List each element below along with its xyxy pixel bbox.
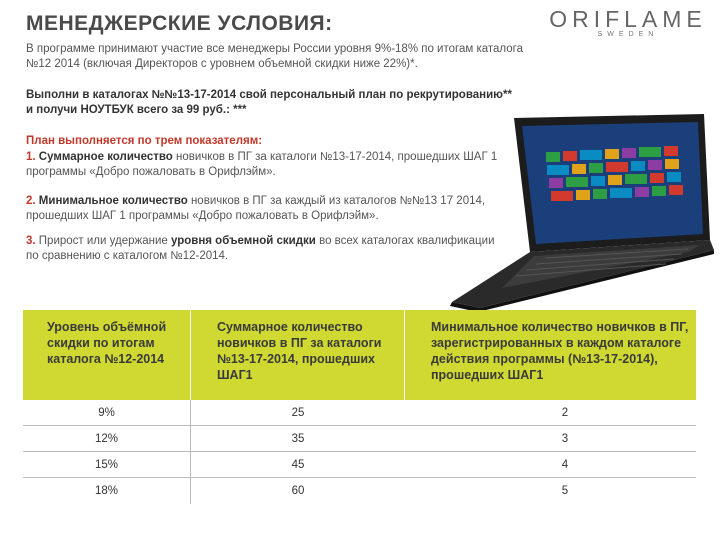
table-row — [23, 478, 696, 504]
item-3-pre: Прирост или удержание — [35, 235, 171, 247]
oriflame-logo — [548, 6, 708, 38]
item-2-rest: новичков в ПГ за каждый из каталогов №№13 17 2014, — [187, 195, 486, 207]
page-title: МЕНЕДЖЕРСКИЕ УСЛОВИЯ: — [26, 12, 333, 35]
plan-line-1: Выполни в каталогах №№13-17-2014 свой персональный план по рекрутированию** — [26, 89, 512, 101]
discount-cell: 9% — [23, 400, 191, 425]
item-1-line-2: программы «Добро пожаловать в Орифлэйм». — [26, 166, 276, 178]
item-2-bold: Минимальное количество — [38, 195, 188, 207]
item-1-rest: новичков в ПГ за каталоги №13-17-2014, прошедших ШАГ 1 — [172, 151, 498, 163]
item-2-line-2: прошедших ШАГ 1 программы «Добро пожаловать в Орифлэйм». — [26, 210, 379, 222]
item-3-line-2: по сравнению с каталогом №12-2014. — [26, 250, 229, 262]
intro-text — [26, 42, 526, 72]
criteria-heading: План выполняется по трем показателям: — [26, 135, 263, 147]
min-recruits-cell: 2 — [561, 406, 569, 419]
total-recruits-cell: 25 — [291, 406, 305, 419]
total-recruits-cell: 35 — [291, 432, 305, 445]
min-recruits-cell: 4 — [561, 458, 569, 471]
total-recruits-cell: 45 — [291, 458, 305, 471]
column-header-min-recruits: Минимальное количество новичков в ПГ, зарегистрированных в каждом каталоге действия программы (№13-17-2014), прошедших ШАГ1 — [431, 320, 689, 382]
laptop-image — [418, 112, 716, 312]
item-1-number: 1. — [26, 151, 36, 163]
discount-cell: 18% — [23, 478, 191, 504]
total-recruits-cell: 60 — [291, 485, 305, 497]
column-header-total-recruits: Суммарное количество новичков в ПГ за каталоги №13-17-2014, прошедших ШАГ1 — [191, 310, 405, 400]
intro-line-2: №12 2014 (включая Директоров с уровнем объемной скидки ниже 22%)*. — [26, 58, 418, 70]
discount-cell: 15% — [23, 452, 191, 477]
table-header — [23, 310, 696, 400]
intro-line-1: В программе принимают участие все менеджеры России уровня 9%-18% по итогам каталога — [26, 43, 523, 55]
plan-line-2: и получи НОУТБУК всего за 99 руб.: *** — [26, 104, 247, 116]
table-row — [23, 452, 696, 478]
min-recruits-cell: 5 — [561, 485, 569, 497]
item-3-bold: уровня объемной скидки — [170, 235, 316, 247]
item-3-rest: во всех каталогах квалификации — [315, 235, 495, 247]
min-recruits-cell: 3 — [561, 432, 569, 445]
column-header-discount: Уровень объёмной скидки по итогам каталога №12-2014 — [23, 310, 191, 400]
table-row — [23, 426, 696, 452]
item-1-bold: Суммарное количество — [38, 151, 173, 163]
discount-cell: 12% — [23, 426, 191, 451]
item-3-number: 3. — [26, 235, 36, 247]
logo-wordmark: ORIFLAME — [549, 6, 707, 32]
table-row — [23, 400, 696, 426]
item-2-number: 2. — [26, 195, 36, 207]
logo-subtitle: SWEDEN — [597, 31, 659, 38]
